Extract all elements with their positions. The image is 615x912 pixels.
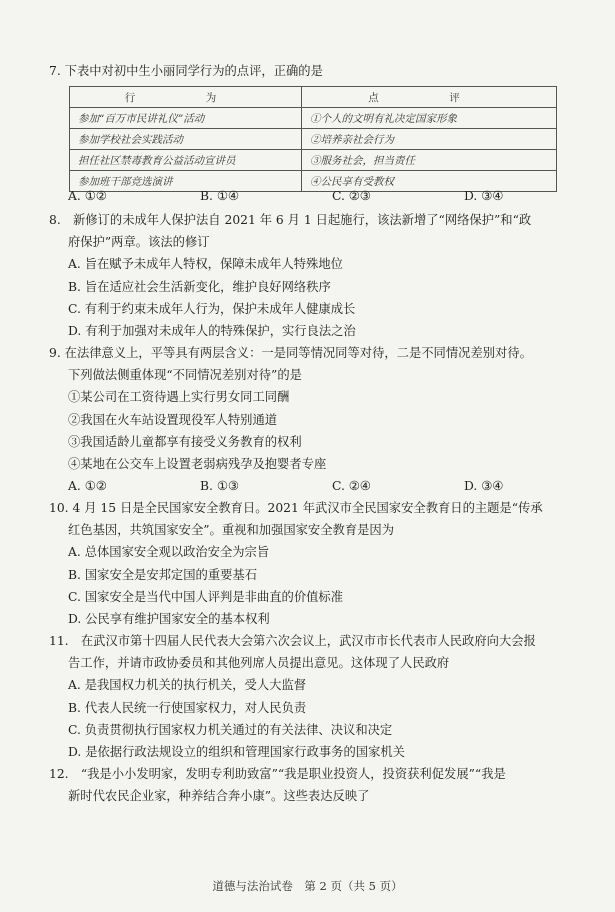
table-cell-review: ②培养亲社会行为 xyxy=(302,129,557,150)
question-7 xyxy=(49,60,323,82)
question-7-stem: 7. 下表中对初中生小丽同学行为的点评，正确的是 xyxy=(49,64,323,78)
table-cell-behavior: 担任社区禁毒教育公益活动宣讲员 xyxy=(70,150,302,171)
question-8-stem-line-2: 府保护”两章。该法的修订 xyxy=(68,235,210,250)
statement-1: ①某公司在工资待遇上实行男女同工同酬 xyxy=(68,390,290,405)
question-11-stem-line-1: 11. 在武汉市第十四届人民代表大会第六次会议上，武汉市市长代表市人民政府向大会报 xyxy=(49,634,536,648)
question-8-stem-line-1: 8. 新修订的未成年人保护法自 2021 年 6 月 1 日起施行，该法新增了“网络保护”和“政 xyxy=(49,213,532,227)
option-b[interactable]: B. 国家安全是安邦定国的重要基石 xyxy=(68,567,258,582)
option-c[interactable]: C. 国家安全是当代中国人评判是非曲直的价值标准 xyxy=(68,589,344,604)
option-d[interactable]: D. 公民享有维护国家安全的基本权利 xyxy=(68,611,270,626)
option-c[interactable]: C. 负责贯彻执行国家权力机关通过的有关法律、决议和决定 xyxy=(68,722,393,737)
option-b[interactable]: B. 代表人民统一行使国家权力，对人民负责 xyxy=(68,700,307,715)
question-11-stem-line-2: 告工作，并请市政协委员和其他列席人员提出意见。这体现了人民政府 xyxy=(68,656,450,671)
statement-3: ③我国适龄儿童都享有接受义务教育的权利 xyxy=(68,434,302,449)
option-b[interactable]: B. 旨在适应社会生活新变化，维护良好网络秩序 xyxy=(68,279,331,294)
question-12-stem-line-1: 12. “我是小小发明家，发明专利助致富”“我是职业投资人，投资获利促发展”“我是 xyxy=(49,767,506,781)
table-header-review: 点 评 xyxy=(302,87,557,108)
question-8 xyxy=(49,209,531,342)
table-cell-review: ①个人的文明有礼决定国家形象 xyxy=(302,108,557,129)
page-footer: 道德与法治试卷 第 2 页（共 5 页） xyxy=(212,879,403,893)
question-12 xyxy=(49,763,589,807)
table-row xyxy=(70,129,557,150)
table-row xyxy=(70,108,557,129)
option-a[interactable]: A. 旨在赋予未成年人特权，保障未成年人特殊地位 xyxy=(68,257,343,272)
table-cell-behavior: 参加班干部竞选演讲 xyxy=(70,171,302,192)
option-d[interactable]: D. 是依据行政法规设立的组织和管理国家行政事务的国家机关 xyxy=(68,744,405,759)
question-11 xyxy=(49,630,536,763)
option-d[interactable]: D. ③④ xyxy=(464,189,504,203)
table-cell-behavior: 参加“百万市民讲礼仪”活动 xyxy=(70,108,302,129)
question-10 xyxy=(49,497,543,630)
review-table xyxy=(69,86,557,192)
question-12-stem-line-2: 新时代农民企业家，种养结合奔小康”。这些表达反映了 xyxy=(68,789,370,804)
table-header-row xyxy=(70,87,557,108)
table-header-behavior: 行 为 xyxy=(70,87,302,108)
table-row xyxy=(70,150,557,171)
option-c[interactable]: C. ②④ xyxy=(332,479,371,494)
option-a[interactable]: A. 总体国家安全观以政治安全为宗旨 xyxy=(68,545,270,560)
question-9-stem-line-2: 下列做法侧重体现“不同情况差别对待”的是 xyxy=(68,368,302,383)
question-10-stem-line-1: 10. 4 月 15 日是全民国家安全教育日。2021 年武汉市全民国家安全教育日的主题是“传承 xyxy=(49,501,543,515)
table-cell-behavior: 参加学校社会实践活动 xyxy=(70,129,302,150)
option-d[interactable]: D. 有利于加强对未成年人的特殊保护，实行良法之治 xyxy=(68,323,356,338)
option-c[interactable]: C. 有利于约束未成年人行为，保护未成年人健康成长 xyxy=(68,301,356,316)
question-9-stem-line-1: 9. 在法律意义上，平等具有两层含义：一是同等情况同等对待，二是不同情况差别对待。 xyxy=(49,346,532,360)
statement-2: ②我国在火车站设置现役军人特别通道 xyxy=(68,412,278,427)
option-d[interactable]: D. ③④ xyxy=(464,479,504,494)
question-9 xyxy=(49,342,588,497)
option-a[interactable]: A. ①② xyxy=(68,189,107,203)
statement-4: ④某地在公交车上设置老弱病残孕及抱婴者专座 xyxy=(68,456,327,471)
option-a[interactable]: A. 是我国权力机关的执行机关，受人大监督 xyxy=(68,678,307,693)
question-10-stem-line-2: 红色基因，共筑国家安全”。重视和加强国家安全教育是因为 xyxy=(68,523,395,538)
table-cell-review: ③服务社会，担当责任 xyxy=(302,150,557,171)
option-b[interactable]: B. ①④ xyxy=(200,189,239,203)
option-c[interactable]: C. ②③ xyxy=(332,189,371,203)
option-a[interactable]: A. ①② xyxy=(68,479,107,494)
question-7-options xyxy=(49,185,569,207)
table-cell-review: ④公民享有受教权 xyxy=(302,171,557,192)
option-b[interactable]: B. ①③ xyxy=(200,479,239,494)
